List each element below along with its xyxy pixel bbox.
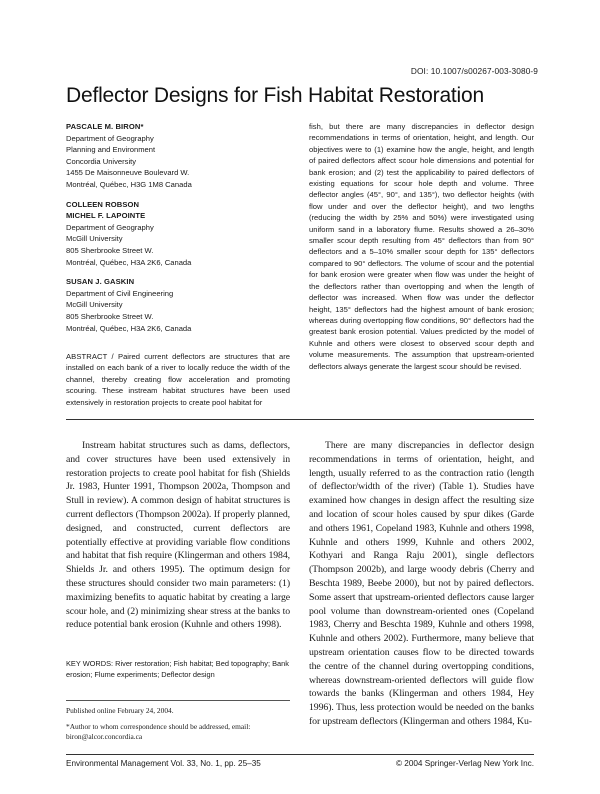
copyright: © 2004 Springer-Verlag New York Inc. [395,759,534,768]
journal-citation: Environmental Management Vol. 33, No. 1, pp. 25–35 [66,759,261,768]
author-group [66,199,291,269]
published-date: Published online February 24, 2004. [66,706,174,715]
abstract [66,351,290,408]
footnotes [66,706,290,743]
affiliation-line: 805 Sherbrooke Street W. [66,311,154,321]
affiliation-line: Montréal, Québec, H3G 1M8 Canada [66,179,192,189]
affiliation-line: Montréal, Québec, H3A 2K6, Canada [66,323,192,333]
affiliation-line: Department of Civil Engineering [66,288,174,298]
abstract-text: Paired current deflectors are structures that are installed on each bank of a river to locally reduce the width of the channel, thereby creating flow acceleration and promoting scouring. These instream habitat structures have been used extensively in restoration projects to create pool habitat for [66,352,290,407]
affiliation-line: Concordia University [66,156,137,166]
author-group [66,276,291,334]
affiliation-line: Department of Geography [66,133,154,143]
footer-divider [66,754,534,755]
body-paragraph-left: Instream habitat structures such as dams, deflectors, and cover structures have been used extensively in restoration projects to create pool habitat for fish (Shields Jr. 1983, Hunter 1991, Thompson 2002a, Thompson and Stull in review). A common design of habitat structures is current deflectors (Thompson 2002a). If properly planned, designed, and constructed, current deflectors are potentially effective at providing variable flow conditions and habitat that fish require (Klingerman and others 1984, Shields Jr. and others 1995). The optimum design for these structures should consider two main parameters: (1) maximizing benefits to aquatic habitat by creating a large scour hole, and (2) minimizing shear stress at the banks to reduce potential bank erosion (Kuhnle and others 1998). [66,440,290,631]
doi: DOI: 10.1007/s00267-003-3080-9 [410,66,538,76]
author-group [66,121,291,191]
affiliation-line: 805 Sherbrooke Street W. [66,245,154,255]
article-title: Deflector Designs for Fish Habitat Restoration [66,84,484,107]
correspondence-note: *Author to whom correspondence should be addressed, email: biron@alcor.concordia.ca [66,721,251,742]
affiliation-line: Montréal, Québec, H3A 2K6, Canada [66,257,192,267]
author-name: PASCALE M. BIRON* [66,122,144,131]
affiliation-line: McGill University [66,234,123,244]
author-name: COLLEEN ROBSON [66,199,140,209]
author-name: SUSAN J. GASKIN [66,277,135,287]
affiliation-line: Planning and Environment [66,145,156,155]
body-paragraph-right: There are many discrepancies in deflector design recommendations in terms of orientation, height, and length, usually referred to as the contraction ratio (length of deflector/width of the river) (Table 1). Studies have examined how changes in design affect the resulting size and location of scour holes caused by spur dikes (Garde and others 1961, Copeland 1983, Kuhnle and others 1998, Kuhnle and others 1999, Kuhnle and others 2002, Kothyari and Ranga Raju 2001), single deflectors (Thompson 2002b), and large woody debris (Cherry and Beschta 1989, Beebe 2000), but not by paired deflectors. Some assert that upstream-oriented deflectors cause larger pool volume than downstream-oriented ones (Copeland 1983, Cherry and Beschta 1989, Kuhnle and others 1998, Kuhnle and others 2002). Furthermore, many believe that upstream orientation causes flow to be directed towards the centre of the channel during overtopping conditions, whereas downstream-oriented deflectors will guide flow towards the banks (Klingerman and others 1984, Hey 1996). Thus, less protection would be needed on the banks for upstream deflectors (Klingerman and others 1984, Ku- [309,440,534,727]
author-name: MICHEL F. LAPOINTE [66,211,146,221]
affiliation-line: Department of Geography [66,222,154,232]
footnote-divider [66,700,290,701]
section-divider [66,419,534,420]
affiliation-line: McGill University [66,300,123,310]
author-block [66,121,291,334]
abstract-label: ABSTRACT / [66,352,114,361]
affiliation-line: 1455 De Maisonneuve Boulevard W. [66,168,190,178]
abstract-continued: fish, but there are many discrepancies in deflector design recommendations in terms of orientation, height, and length. Our objectives were to (1) examine how the angle, height, and length of paired deflectors affect scour hole dimensions and potential for bank erosion; and (2) test the applicability to paired deflectors of existing equations for scour hole depth and volume. Three deflector angles (45°, 90°, and 135°), two deflector heights (with flow under and over the deflector height), and two lengths (reducing the width by 25% and 50%) were investigated using uniform sand in a laboratory flume. Results showed a 26–30% smaller scour depth resulting from 45° deflectors than from 90° deflectors and a 5–10% smaller scour depth for 135° deflectors compared to 90° deflectors. The volume of scour and the potential for bank erosion were greater when flow was under the height of the deflectors rather than overtopping and when the length of deflector was increased. When flow was under the deflector height, 135° deflectors had the highest amount of bank erosion; whereas during overtopping flow conditions, 90° deflectors had the greatest bank erosion potential. Values predicted by the model of Kuhnle and others were closest to observed scour depth and volume measurements. The assumption that upstream-oriented deflectors always generate the largest scour should be revised. [309,122,534,371]
keywords: KEY WORDS: River restoration; Fish habitat; Bed topography; Bank erosion; Flume experiments; Deflector design [66,659,289,679]
